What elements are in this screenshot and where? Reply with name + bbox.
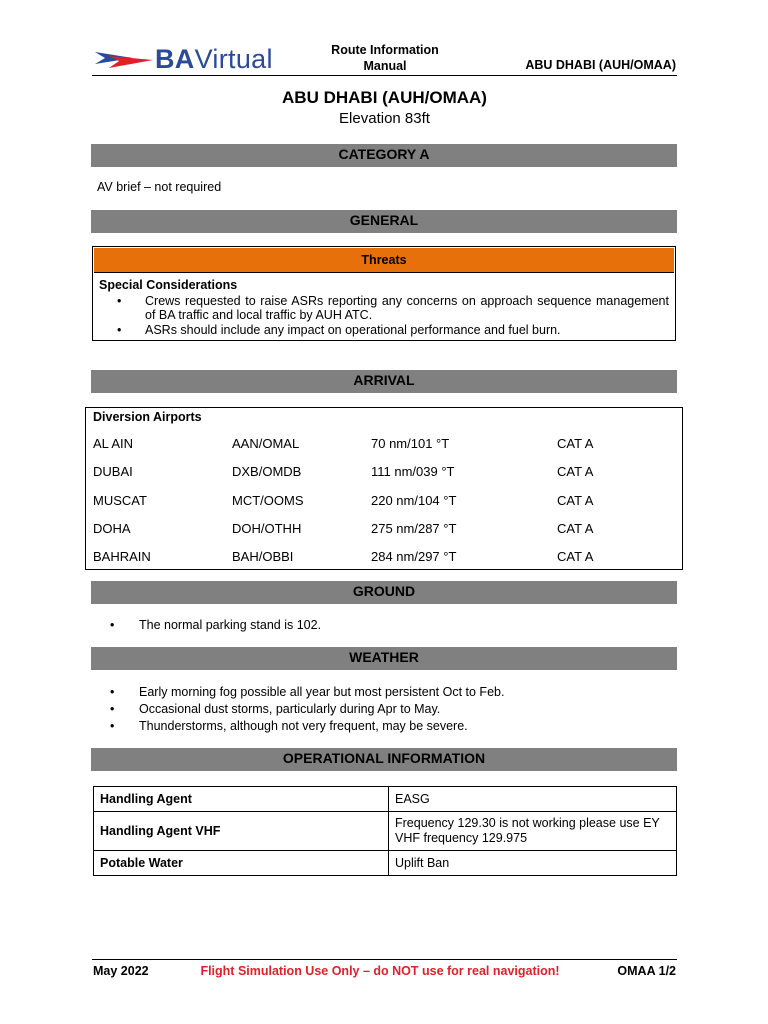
diversion-row: DOHA DOH/OTHH 275 nm/287 °T CAT A <box>93 521 594 536</box>
section-operational: OPERATIONAL INFORMATION <box>91 748 677 771</box>
brand-virtual: Virtual <box>194 44 273 74</box>
special-considerations-title: Special Considerations <box>99 278 238 292</box>
diversion-row: DUBAI DXB/OMDB 111 nm/039 °T CAT A <box>93 464 594 479</box>
footer-page: OMAA 1/2 <box>617 964 676 978</box>
footer-date: May 2022 <box>93 964 149 978</box>
header-divider <box>92 75 677 76</box>
diversion-row: BAHRAIN BAH/OBBI 284 nm/297 °T CAT A <box>93 549 594 564</box>
section-arrival: ARRIVAL <box>91 370 677 393</box>
footer-disclaimer: Flight Simulation Use Only – do NOT use for real navigation! <box>200 964 560 978</box>
list-item: • Thunderstorms, although not very frequent, may be severe. <box>110 719 468 733</box>
list-item: • ASRs should include any impact on operational performance and fuel burn. <box>99 323 669 337</box>
brand-ba: BA <box>155 44 195 74</box>
table-row: Handling Agent VHF Frequency 129.30 is not working please use EY VHF frequency 129.975 <box>94 812 677 851</box>
diversion-airports-box <box>85 407 683 570</box>
threats-box <box>92 246 676 341</box>
threat-list <box>99 294 669 338</box>
section-category: CATEGORY A <box>91 144 677 167</box>
list-item: • Crews requested to raise ASRs reporting any concerns on approach sequence management of BA traffic and local traffic by AUH ATC. <box>99 294 669 322</box>
ground-list <box>110 617 670 634</box>
operational-table <box>93 786 677 876</box>
category-text: AV brief – not required <box>97 180 222 194</box>
list-item: • The normal parking stand is 102. <box>110 618 322 632</box>
diversion-row: MUSCAT MCT/OOMS 220 nm/104 °T CAT A <box>93 493 594 508</box>
header-airport-ref: ABU DHABI (AUH/OMAA) <box>525 58 676 72</box>
diversion-row: AL AIN AAN/OMAL 70 nm/101 °T CAT A <box>93 436 594 451</box>
bullet-icon: • <box>117 323 122 337</box>
list-item: • Early morning fog possible all year but most persistent Oct to Feb. <box>110 685 505 699</box>
diversion-title: Diversion Airports <box>93 410 202 424</box>
page-subtitle: Elevation 83ft <box>339 110 430 127</box>
table-row: Handling Agent EASG <box>94 787 677 812</box>
manual-title <box>310 42 460 74</box>
section-ground: GROUND <box>91 581 677 604</box>
manual-title-line1: Route Information <box>331 43 439 57</box>
bullet-icon: • <box>117 294 122 308</box>
brand-wordmark <box>155 44 273 75</box>
bullet-icon: • <box>110 618 115 632</box>
footer-divider <box>92 959 677 960</box>
section-general: GENERAL <box>91 210 677 233</box>
page-title: ABU DHABI (AUH/OMAA) <box>282 88 487 107</box>
section-weather: WEATHER <box>91 647 677 670</box>
bullet-icon: • <box>110 719 115 733</box>
list-item: • Occasional dust storms, particularly during Apr to May. <box>110 702 441 716</box>
weather-list <box>110 684 670 735</box>
bullet-icon: • <box>110 685 115 699</box>
table-row: Potable Water Uplift Ban <box>94 851 677 876</box>
manual-title-line2: Manual <box>363 59 407 73</box>
threats-heading: Threats <box>94 248 674 273</box>
bullet-icon: • <box>110 702 115 716</box>
